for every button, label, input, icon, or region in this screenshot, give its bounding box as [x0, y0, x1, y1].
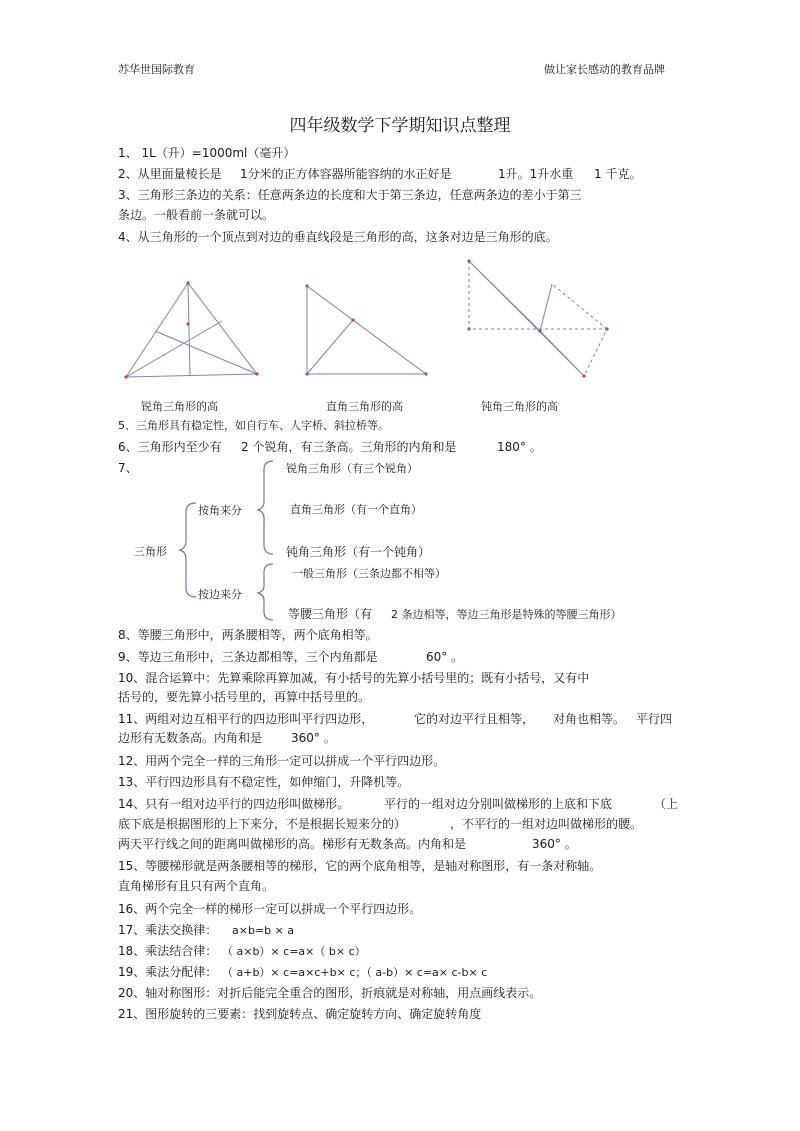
- item-11-f: 360° 。: [291, 731, 336, 745]
- page-title: 四年级数学下学期知识点整理: [289, 116, 511, 136]
- item-6-b: 2 个锐角，有三条高。三角形的内角和是: [241, 440, 457, 454]
- item-2-d: 1 千克。: [594, 167, 642, 181]
- item-3-b: 条边。一般看前一条就可以。: [118, 208, 275, 222]
- cls-obtuse: 钝角三角形（有一个钝角）: [286, 545, 431, 559]
- item-15-a: 15、等腰梯形就是两条腰相等的梯形，它的两个底角相等，是轴对称图形，有一条对称轴。: [118, 859, 602, 873]
- cls-acute: 锐角三角形（有三个锐角）: [286, 462, 418, 475]
- item-14-e: ，不平行的一组对边叫做梯形的腰。: [450, 817, 643, 831]
- item-18-b: （ a×b）× c=a×（ b× c）: [222, 945, 366, 958]
- item-10-b: 括号的，要先算小括号里的，再算中括号里的。: [118, 690, 371, 704]
- caption-obtuse: 钝角三角形的高: [481, 400, 558, 413]
- item-11-e: 边形有无数条高。内角和是: [118, 731, 263, 745]
- item-5: 5、三角形具有稳定性，如自行车、人字桥、斜拉桥等。: [118, 419, 389, 432]
- item-14-f: 两天平行线之间的距离叫做梯形的高。梯形有无数条高。内角和是: [118, 837, 467, 851]
- item-4: 4、从三角形的一个顶点到对边的垂直线段是三角形的高，这条对边是三角形的底。: [118, 230, 558, 244]
- item-11-c: 对角也相等。: [553, 712, 626, 726]
- angle-brace: [258, 461, 273, 554]
- item-21: 21、图形旋转的三要素：找到旋转点、确定旋转方向、确定旋转角度: [118, 1007, 482, 1021]
- item-7: 7、: [118, 461, 138, 475]
- item-18-a: 18、乘法结合律：: [118, 944, 218, 958]
- item-9-b: 60° 。: [426, 650, 464, 664]
- item-11-b: 它的对边平行且相等，: [414, 712, 535, 726]
- item-14-a: 14、只有一组对边平行的四边形叫做梯形。: [118, 797, 350, 811]
- item-2-a: 2、从里面量棱长是: [118, 167, 222, 181]
- item-6-c: 180° 。: [497, 440, 542, 454]
- item-19-b: （ a+b）× c=a×c+b× c；（ a-b）× c=a× c-b× c: [222, 966, 488, 979]
- cls-isosceles-b: 2 条边相等，等边三角形是特殊的等腰三角形）: [391, 608, 622, 621]
- item-1: 1、 1L（升）=1000ml（毫升）: [118, 146, 296, 160]
- root-brace: [180, 503, 196, 597]
- side-brace: [258, 564, 273, 620]
- item-13: 13、平行四边形具有不稳定性，如伸缩门，升降机等。: [118, 775, 410, 789]
- cls-scalene: 一般三角形（三条边都不相等）: [292, 567, 446, 580]
- item-14-c: （上: [654, 797, 679, 811]
- item-2-b: 1分米的正方体容器所能容纳的水正好是: [240, 167, 452, 181]
- item-9-a: 9、等边三角形中，三条边都相等，三个内角都是: [118, 650, 378, 664]
- item-14-b: 平行的一组对边分别叫做梯形的上底和下底: [384, 797, 613, 811]
- header-right: 做让家长感动的教育品牌: [544, 63, 665, 76]
- item-3-a: 3、三角形三条边的关系：任意两条边的长度和大于第三条边，任意两条边的差小于第三: [118, 188, 582, 202]
- cls-root: 三角形: [134, 545, 167, 558]
- cls-by-side: 按边来分: [198, 588, 242, 601]
- header-left: 苏华世国际教育: [118, 63, 195, 76]
- item-12: 12、用两个完全一样的三角形一定可以拼成一个平行四边形。: [118, 754, 446, 768]
- item-14-g: 360° 。: [532, 837, 577, 851]
- item-19-a: 19、乘法分配律：: [118, 965, 218, 979]
- item-2-c: 1升。1升水重: [498, 167, 574, 181]
- item-17-b: a×b=b × a: [232, 924, 295, 937]
- item-15-b: 直角梯形有且只有两个直角。: [118, 879, 275, 893]
- cls-isosceles-a: 等腰三角形（有: [288, 607, 373, 621]
- caption-acute: 锐角三角形的高: [141, 400, 218, 413]
- cls-right: 直角三角形（有一个直角）: [290, 503, 422, 516]
- item-16: 16、两个完全一样的梯形一定可以拼成一个平行四边形。: [118, 902, 422, 916]
- item-11-a: 11、两组对边互相平行的四边形叫平行四边形，: [118, 712, 374, 726]
- caption-right: 直角三角形的高: [326, 400, 403, 413]
- item-10-a: 10、混合运算中：先算乘除再算加减，有小括号的先算小括号里的；既有小括号，又有中: [118, 671, 590, 685]
- item-8: 8、等腰三角形中，两条腰相等，两个底角相等。: [118, 628, 378, 642]
- item-17-a: 17、乘法交换律：: [118, 923, 218, 937]
- item-14-d: 底下底是根据图形的上下来分，不是根据长短来分的）: [118, 817, 407, 831]
- item-20: 20、轴对称图形：对折后能完全重合的图形，折痕就是对称轴，用点画线表示。: [118, 986, 542, 1000]
- cls-by-angle: 按角来分: [198, 504, 242, 517]
- item-6-a: 6、三角形内至少有: [118, 440, 222, 454]
- item-11-d: 平行四: [636, 712, 673, 726]
